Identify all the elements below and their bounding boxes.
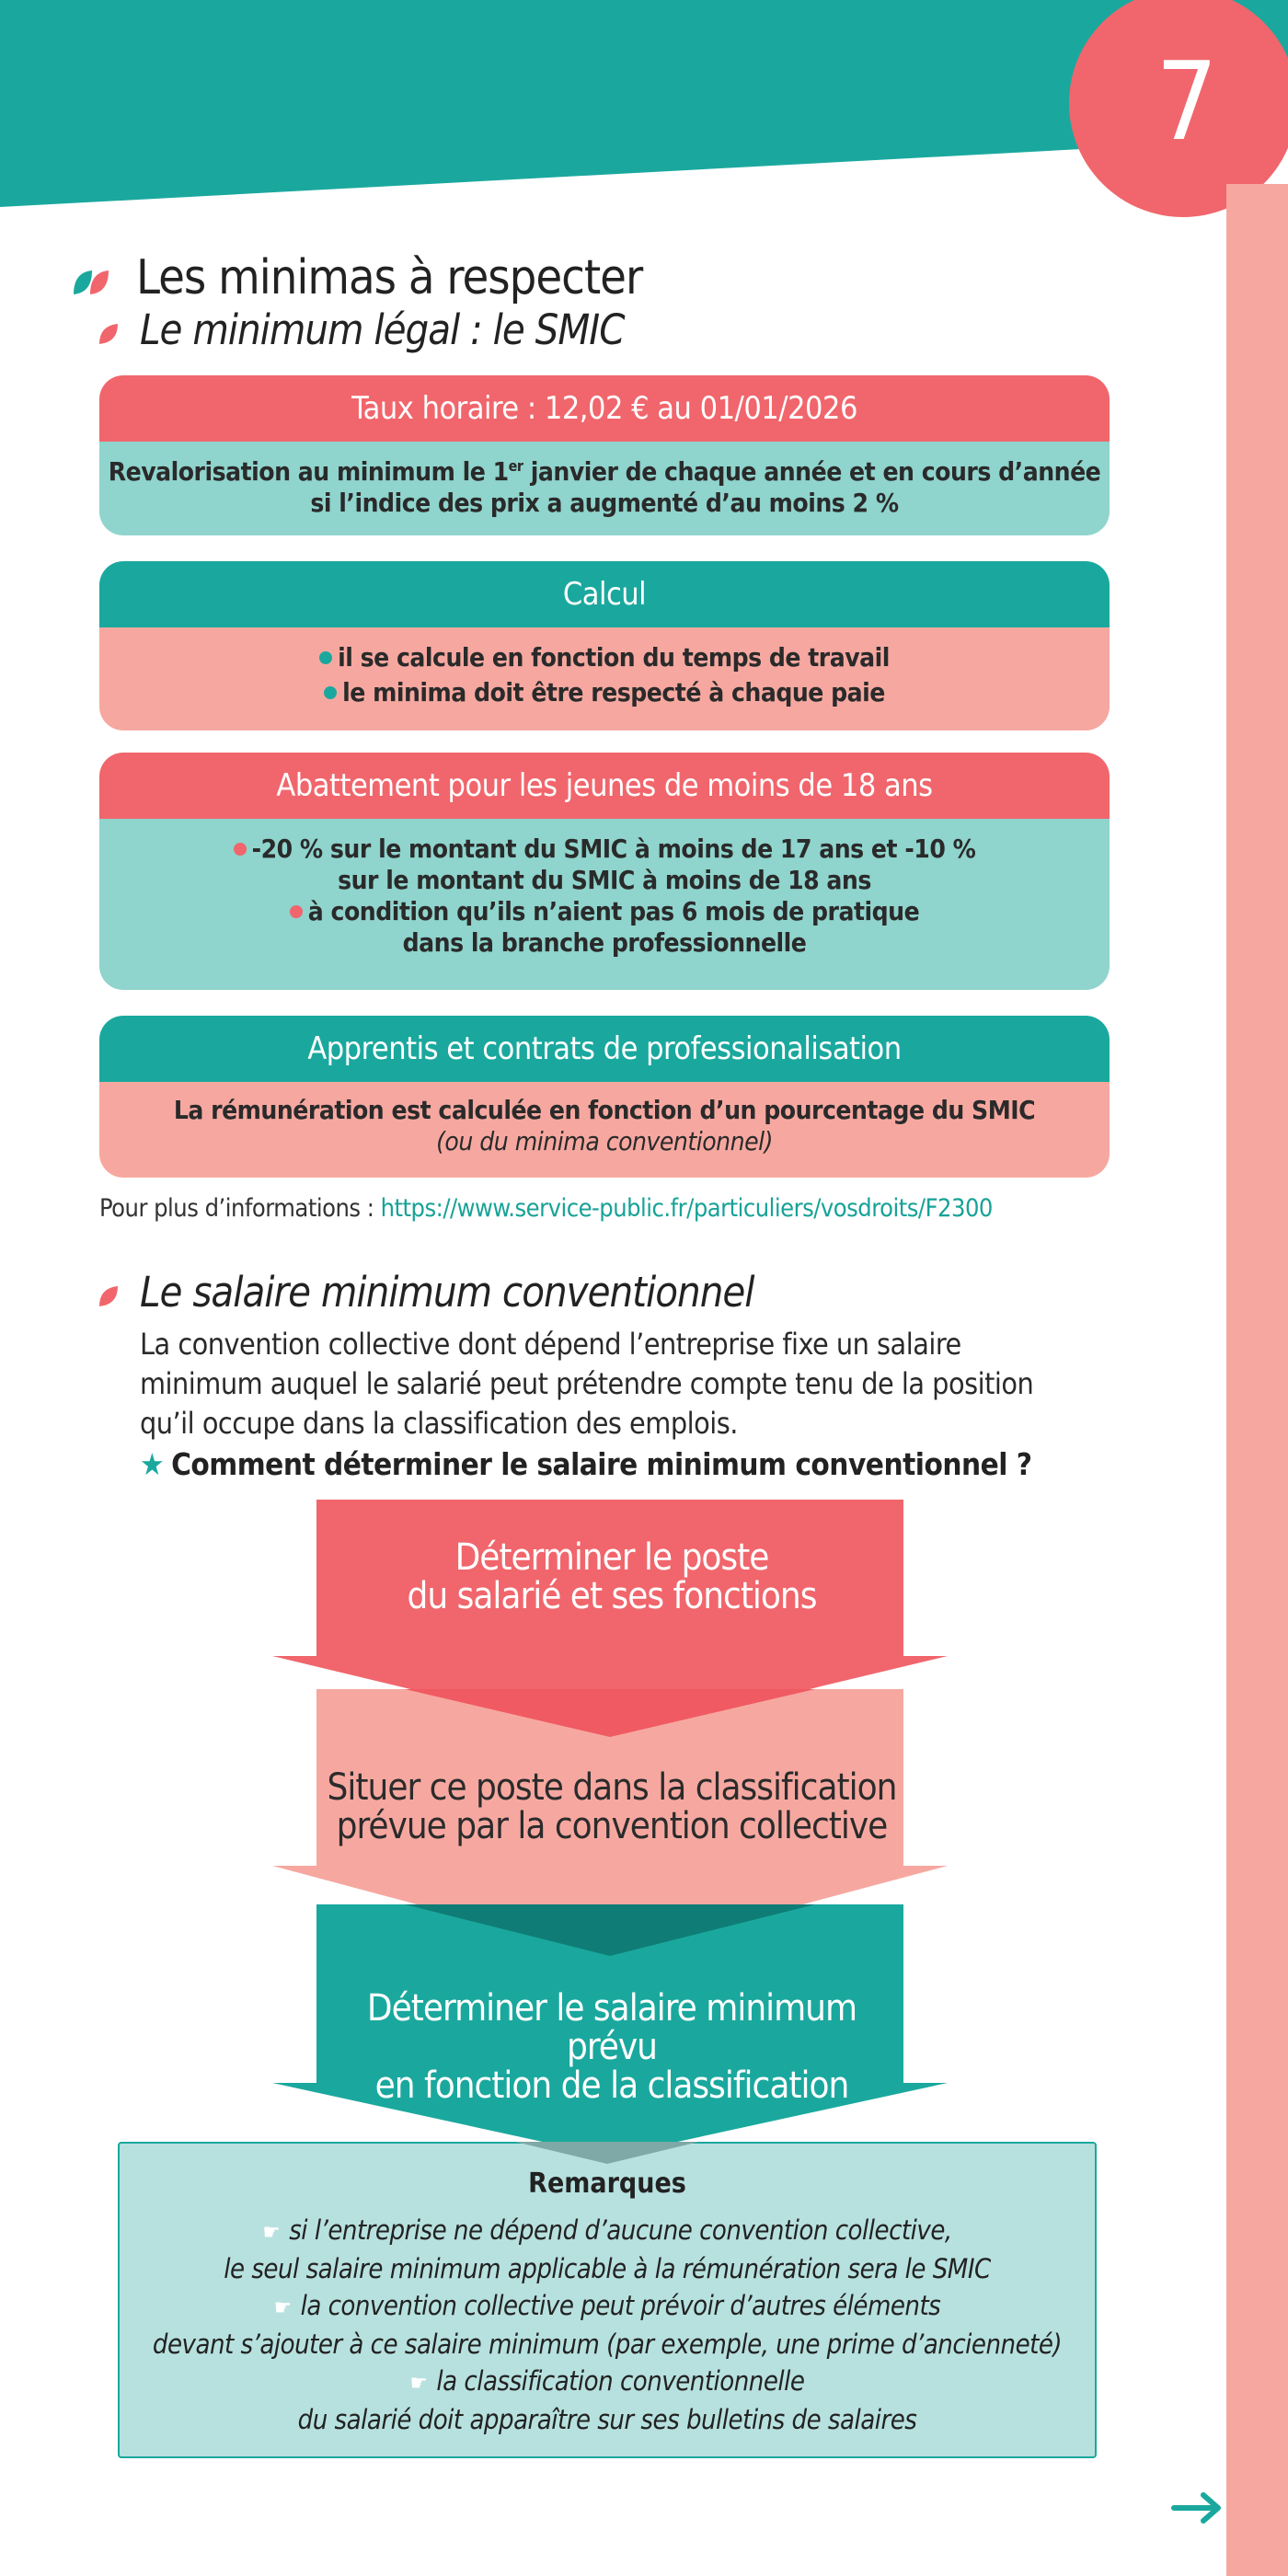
service-public-link[interactable]: https://www.service-public.fr/particuliers/vosdroits/F2300 — [380, 1194, 993, 1223]
calcul-body — [99, 627, 1110, 730]
remark-text: la classification conventionnelle — [436, 2365, 805, 2397]
revalorisation-sup: er — [508, 457, 523, 475]
calcul-item-text: le minima doit être respecté à chaque paie — [342, 677, 885, 707]
method-question — [140, 1446, 1032, 1482]
abattement-text: -20 % sur le montant du SMIC à moins de 17 ans et -10 % — [251, 834, 976, 864]
calcul-header: Calcul — [99, 561, 1110, 627]
abattement-item — [99, 834, 1110, 865]
leaf-bullet-icon — [98, 1284, 120, 1308]
calcul-box — [99, 561, 1110, 730]
revalorisation-text-a: Revalorisation au minimum le 1 — [108, 456, 509, 487]
star-icon: ★ — [140, 1446, 165, 1482]
revalorisation-text-b: janvier de chaque année et en cours d’année — [523, 456, 1101, 487]
double-leaf-icon — [72, 267, 110, 298]
page-number: 7 — [1156, 38, 1218, 165]
remarks-body — [120, 2212, 1095, 2438]
remarks-box — [118, 2142, 1097, 2458]
paragraph-line: qu’il occupe dans la classification des emplois. — [140, 1406, 738, 1441]
method-question-text: Comment déterminer le salaire minimum conventionnel ? — [171, 1446, 1032, 1482]
conventionnel-paragraph — [140, 1325, 1060, 1443]
apprentis-body — [99, 1082, 1110, 1178]
conventionnel-subtitle: Le salaire minimum conventionnel — [140, 1268, 754, 1317]
remark-text: si l’entreprise ne dépend d’aucune convention collective, — [289, 2214, 952, 2246]
remarks-title: Remarques — [528, 2168, 686, 2200]
hourly-rate-body — [99, 442, 1110, 535]
step-line: Déterminer le salaire minimum prévu — [366, 1987, 857, 2068]
step-2-label — [317, 1768, 906, 1846]
index-line: si l’indice des prix a augmenté d’au moins 2 % — [310, 488, 899, 518]
remark-line — [120, 2212, 1095, 2250]
step-line: prévue par la convention collective — [336, 1805, 888, 1847]
header-band — [0, 0, 1288, 221]
smic-subtitle: Le minimum légal : le SMIC — [140, 305, 625, 354]
remark-text: du salarié doit apparaître sur ses bulletins de salaires — [297, 2404, 917, 2435]
step-line: Situer ce poste dans la classification — [327, 1766, 897, 1809]
more-info-line — [99, 1194, 993, 1223]
section-title: Les minimas à respecter — [136, 250, 643, 305]
apprentis-header: Apprentis et contrats de professionalisation — [99, 1016, 1110, 1082]
abattement-item — [99, 896, 1110, 927]
bullet-dot-icon — [234, 843, 247, 856]
side-bar-decoration — [1226, 184, 1288, 2576]
calcul-item-text: il se calcule en fonction du temps de travail — [338, 642, 890, 673]
abattement-box — [99, 753, 1110, 990]
apprentis-note: (ou du minima conventionnel) — [436, 1126, 773, 1156]
revalorisation-line — [99, 451, 1110, 488]
abattement-text: à condition qu’ils n’aient pas 6 mois de pratique — [307, 896, 920, 926]
pointing-hand-icon: ☛ — [409, 2370, 428, 2396]
remark-text: le seul salaire minimum applicable à la rémunération sera le SMIC — [224, 2253, 991, 2284]
step-3-label — [317, 1989, 906, 2105]
more-info-label: Pour plus d’informations : — [99, 1194, 381, 1223]
calcul-item — [99, 675, 1110, 710]
pointing-hand-icon: ☛ — [273, 2294, 292, 2320]
abattement-text-cont: dans la branche professionnelle — [402, 927, 807, 958]
step-line: du salarié et ses fonctions — [407, 1575, 817, 1617]
remark-line — [120, 2287, 1095, 2326]
bullet-dot-icon — [319, 651, 332, 664]
abattement-header: Abattement pour les jeunes de moins de 18 ans — [99, 753, 1110, 819]
abattement-text-cont: sur le montant du SMIC à moins de 18 ans — [338, 865, 871, 895]
apprentis-box — [99, 1016, 1110, 1178]
paragraph-line: minimum auquel le salarié peut prétendre compte tenu de la position — [140, 1366, 1034, 1401]
bullet-dot-icon — [290, 905, 303, 918]
paragraph-line: La convention collective dont dépend l’entreprise fixe un salaire — [140, 1327, 961, 1362]
apprentis-line: La rémunération est calculée en fonction d’un pourcentage du SMIC — [173, 1095, 1036, 1125]
pointing-hand-icon: ☛ — [262, 2219, 281, 2245]
step-1-label — [317, 1538, 906, 1616]
remarks-arrow-tip — [515, 2142, 699, 2168]
hourly-rate-header: Taux horaire : 12,02 € au 01/01/2026 — [99, 375, 1110, 442]
next-page-arrow-icon[interactable] — [1170, 2491, 1225, 2524]
abattement-body — [99, 819, 1110, 990]
remark-line — [120, 2363, 1095, 2401]
leaf-bullet-icon — [98, 322, 120, 346]
calcul-item — [99, 640, 1110, 675]
remark-text: devant s’ajouter à ce salaire minimum (par exemple, une prime d’ancienneté) — [152, 2329, 1063, 2360]
hourly-rate-box — [99, 375, 1110, 535]
step-line: en fonction de la classification — [374, 2064, 849, 2107]
remark-text: la convention collective peut prévoir d’autres éléments — [300, 2290, 941, 2321]
bullet-dot-icon — [324, 686, 337, 699]
step-line: Déterminer le poste — [454, 1536, 769, 1579]
